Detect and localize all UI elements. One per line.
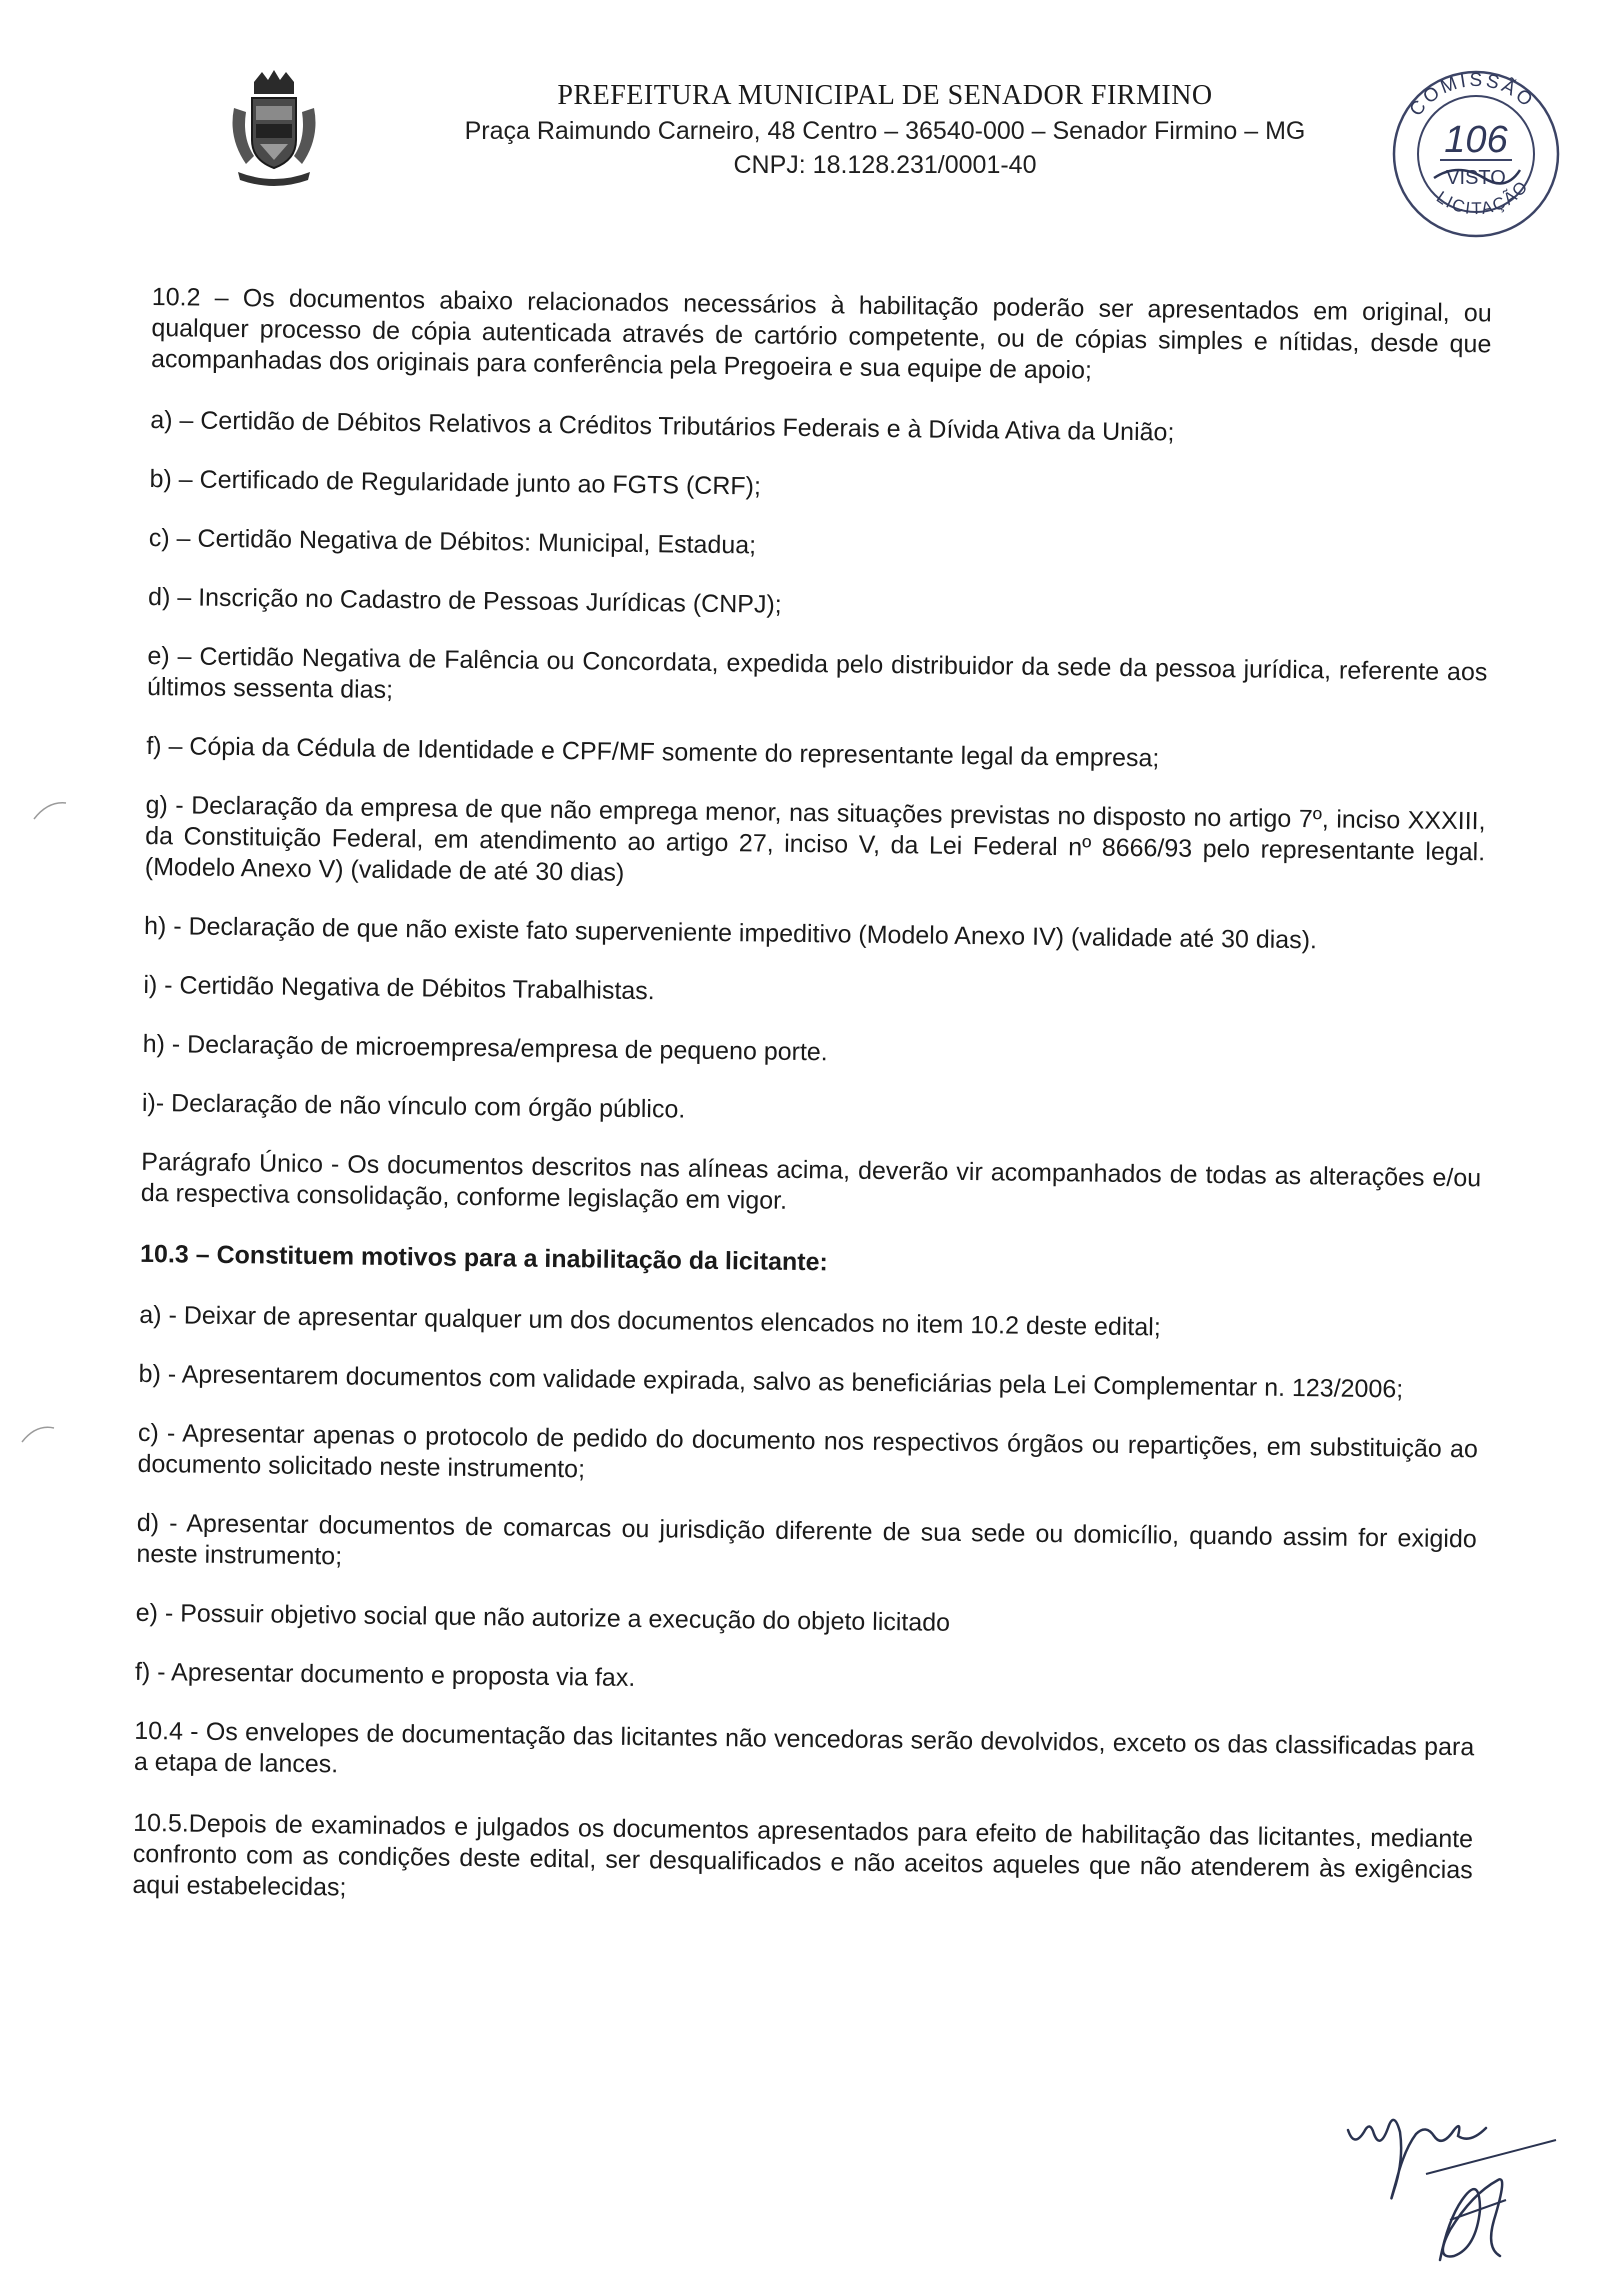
list-item: d) – Inscrição no Cadastro de Pessoas Jurídicas (CNPJ); <box>147 582 782 619</box>
municipality-cnpj: CNPJ: 18.128.231/0001-40 <box>733 151 1037 179</box>
section-10-5: 10.5.Depois de examinados e julgados os documentos apresentados para efeito de habilitação das licitantes, mediante confronto com as condições deste edital, ser desqualificados e não aceitos aqueles que não atenderem às exigências aqui estabelecidas; <box>132 1808 1474 1902</box>
municipal-crest-icon <box>224 68 324 188</box>
list-item: e) – Certidão Negativa de Falência ou Concordata, expedida pelo distribuidor da sede da pessoa jurídica, referente aos últimos sessenta dias; <box>146 641 1488 704</box>
section-10-2-intro: 10.2 – Os documentos abaixo relacionados necessários à habilitação poderão ser apresentados em original, ou qualquer processo de cópia autenticada através de cartório competente, ou de cópias simples e nítidas, desde que acompanhadas dos originais para conferência pela Pregoeira e sua equipe de apoio; <box>150 282 1492 385</box>
list-item: g) - Declaração da empresa de que não emprega menor, nas situações previstas no disposto no artigo 7º, inciso XXXIII, da Constituição Federal, em atendimento ao artigo 27, inciso V, da Lei Federal nº 8666/93 pelo representante legal. (Modelo Anexo V) (validade de até 30 dias) <box>144 790 1486 887</box>
list-item: i)- Declaração de não vínculo com órgão público. <box>141 1088 686 1124</box>
list-item: a) - Deixar de apresentar qualquer um dos documentos elencados no item 10.2 deste edital; <box>139 1300 1161 1342</box>
list-item: i) - Certidão Negativa de Débitos Trabalhistas. <box>143 970 655 1006</box>
list-item: f) - Apresentar documento e proposta via fax. <box>134 1657 636 1693</box>
list-item: d) - Apresentar documentos de comarcas ou jurisdição diferente de sua sede ou domicílio, quando assim for exigido neste instrumento; <box>136 1508 1477 1571</box>
list-item: c) - Apresentar apenas o protocolo de pedido do documento nos respectivos órgãos ou repartições, em substituição ao documento solicitado neste instrumento; <box>137 1418 1479 1484</box>
stamp-top-text: COMISSÃO <box>1405 69 1539 121</box>
list-item: a) – Certidão de Débitos Relativos a Créditos Tributários Federais e à Dívida Ativa da União; <box>150 405 1175 447</box>
punch-mark-icon <box>30 795 70 825</box>
punch-mark-icon <box>18 1418 58 1448</box>
handwritten-signature <box>1330 2070 1560 2270</box>
letterhead <box>380 80 1390 182</box>
list-item: h) - Declaração de que não existe fato superveniente impeditivo (Modelo Anexo IV) (validade até 30 dias). <box>143 911 1318 955</box>
list-item: f) – Cópia da Cédula de Identidade e CPF/MF somente do representante legal da empresa; <box>146 731 1160 773</box>
commission-stamp <box>1388 66 1564 242</box>
list-item: c) – Certidão Negativa de Débitos: Municipal, Estadua; <box>148 523 757 560</box>
section-10-4: 10.4 - Os envelopes de documentação das licitantes não vencedoras serão devolvidos, exceto os das classificadas para a etapa de lances. <box>133 1716 1475 1779</box>
list-item: b) – Certificado de Regularidade junto ao FGTS (CRF); <box>149 464 762 501</box>
paragraph-unico: Parágrafo Único - Os documentos descritos nas alíneas acima, deverão vir acompanhados de todas as alterações e/ou da respectiva consolidação, conforme legislação em vigor. <box>140 1147 1482 1215</box>
municipality-title: PREFEITURA MUNICIPAL DE SENADOR FIRMINO <box>557 80 1213 111</box>
stamp-visto: VISTO <box>1446 167 1506 189</box>
section-10-3-heading: 10.3 – Constituem motivos para a inabilitação da licitante: <box>139 1239 828 1277</box>
stamp-bottom-text: LICITAÇÃO <box>1433 176 1533 219</box>
list-item: b) - Apresentarem documentos com validade expirada, salvo as beneficiárias pela Lei Complementar n. 123/2006; <box>138 1359 1404 1404</box>
list-item: e) - Possuir objetivo social que não autorize a execução do objeto licitado <box>135 1598 951 1637</box>
list-item: h) - Declaração de microempresa/empresa de pequeno porte. <box>142 1029 828 1067</box>
document-body <box>132 282 1492 1947</box>
stamp-number: 106 <box>1444 119 1508 161</box>
municipality-address: Praça Raimundo Carneiro, 48 Centro – 36540-000 – Senador Firmino – MG <box>464 117 1306 145</box>
